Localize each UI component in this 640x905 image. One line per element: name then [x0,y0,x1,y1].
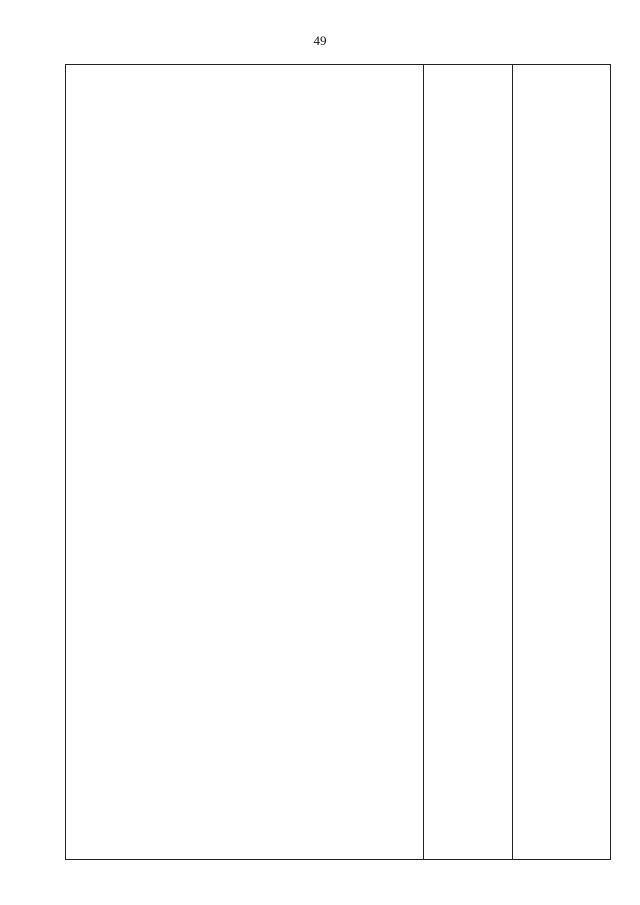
table-border-left [65,64,66,860]
table-border-top [65,64,611,65]
table-border-right [610,64,611,860]
table-border-bottom [65,859,611,860]
column-divider-1 [423,64,424,860]
equipment-table [65,64,611,860]
page-number: 49 [313,33,327,48]
column-divider-2 [512,64,513,860]
